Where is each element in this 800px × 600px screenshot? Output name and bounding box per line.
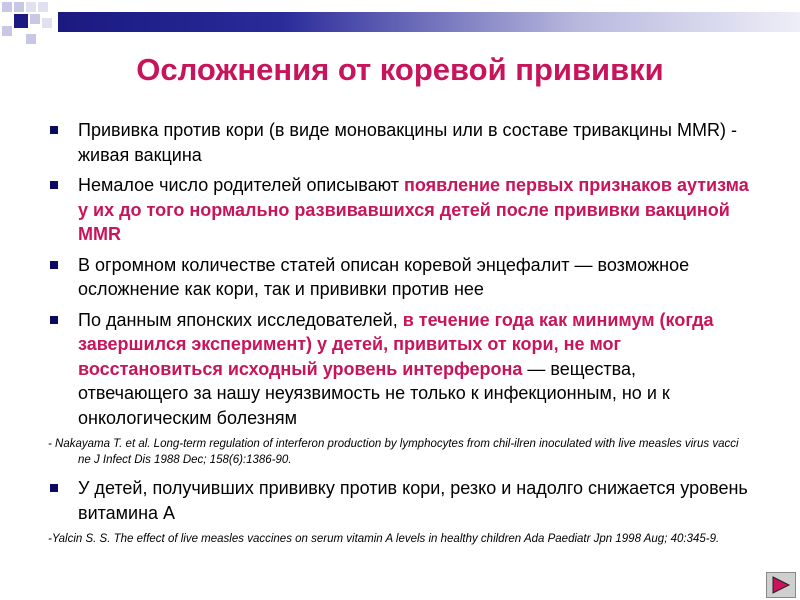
header-gradient-bar — [58, 12, 800, 32]
bullet-text: У детей, получивших прививку против кори, резко и надолго снижается уровень витамина А — [78, 478, 748, 523]
slide-title: Осложнения от коревой прививки — [136, 52, 664, 87]
bullet-text: В огромном количестве статей описан коревой энцефалит — возможное осложнение как кори, так и прививки против нее — [78, 254, 690, 299]
square-bullet-icon — [50, 126, 58, 134]
bullet-text: Прививка против кори (в виде моновакцины или в составе тривакцины MMR) - живая вакцина — [78, 120, 737, 165]
square-bullet-icon — [50, 181, 58, 189]
bullet-item — [50, 173, 750, 247]
bullet-text: По данным японских исследователей, — [78, 309, 403, 330]
bullet-text: — вещества, отвечающего за нашу неуязвимость не только к инфекционным, но и к онкологическим болезням — [78, 358, 670, 428]
bullet-highlight: появление первых признаков аутизма у их до того нормально развивавшихся детей после прививки вакциной MMR — [78, 175, 749, 244]
bullet-text: Немалое число родителей описывают — [78, 175, 404, 195]
next-slide-icon — [770, 575, 792, 595]
next-slide-button[interactable] — [766, 572, 796, 598]
reference-citation: -Yalcin S. S. The effect of live measles vaccines on serum vitamin A levels in healthy children Ada Paediatr Jpn 1998 Aug; 40:345-9. — [48, 533, 720, 545]
slide-content — [50, 118, 750, 555]
square-bullet-icon — [50, 261, 58, 269]
bullet-item — [50, 476, 750, 525]
square-bullet-icon — [50, 316, 58, 324]
bullet-item — [50, 308, 750, 431]
bullet-item — [50, 118, 750, 167]
reference-citation: - Nakayama T. et al. Long-term regulation of interferon production by lymphocytes from chil-ilren inoculated with live measles virus vacci ne J Infect Dis 1988 Dec; 158(6):1386-90. — [48, 438, 739, 466]
bullet-item — [50, 253, 750, 302]
square-bullet-icon — [50, 484, 58, 492]
bullet-highlight: в течение года как минимум (когда завершился эксперимент) у детей, привитых от кори, не мог восстановиться исходный уровень интерферона — [78, 309, 714, 379]
